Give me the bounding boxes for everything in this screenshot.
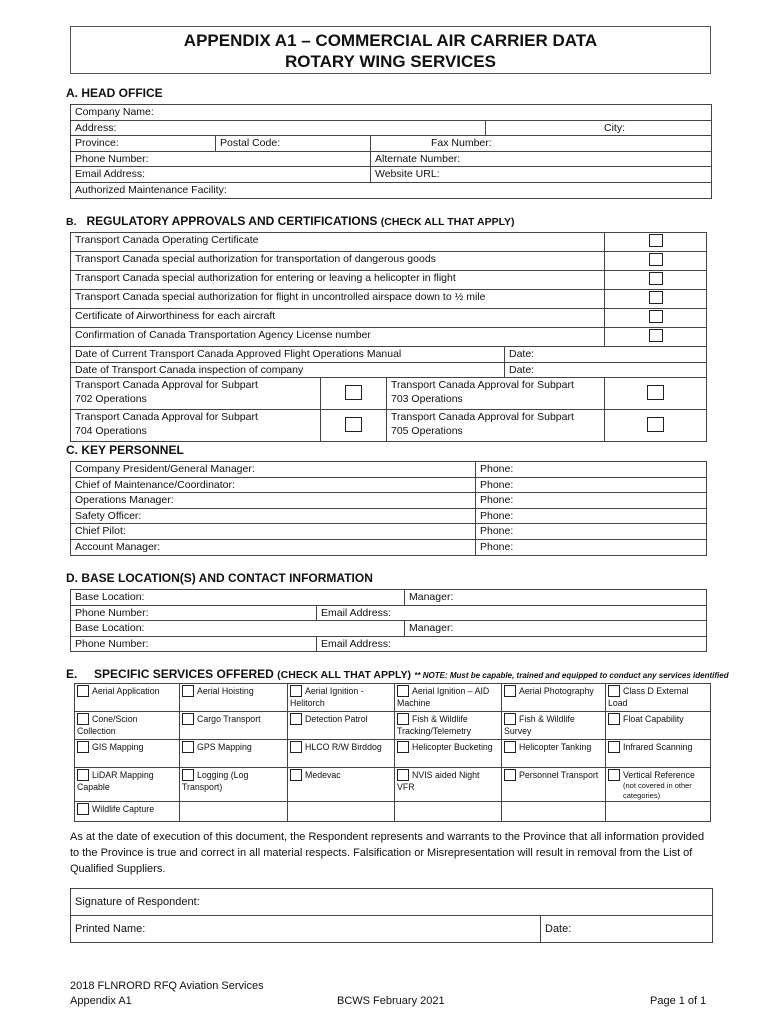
service-label: Cone/Scion Collection xyxy=(77,714,138,736)
address-field[interactable]: Address: xyxy=(71,120,486,136)
service-cell xyxy=(606,712,711,740)
service-cell xyxy=(288,740,395,768)
section-b-letter: B. xyxy=(66,216,77,228)
manager-field[interactable]: Manager: xyxy=(405,590,707,606)
service-cell xyxy=(75,740,180,768)
footer-line-1: 2018 FLNRORD RFQ Aviation Services xyxy=(70,980,264,992)
service-row xyxy=(75,684,711,712)
service-row xyxy=(75,768,711,802)
fax-number-field[interactable]: Fax Number: xyxy=(371,136,712,152)
service-cell xyxy=(395,802,502,822)
service-checkbox[interactable] xyxy=(290,713,302,725)
subpart-704-label: Transport Canada Approval for Subpart 704 Operations xyxy=(71,410,321,442)
footer-left xyxy=(70,979,264,1009)
service-checkbox[interactable] xyxy=(504,741,516,753)
service-cell xyxy=(502,768,606,802)
service-checkbox[interactable] xyxy=(608,713,620,725)
service-cell xyxy=(395,684,502,712)
service-label: Fish & Wildlife Survey xyxy=(504,714,575,736)
service-checkbox[interactable] xyxy=(290,769,302,781)
service-label: LiDAR Mapping Capable xyxy=(77,770,154,792)
service-label: Detection Patrol xyxy=(305,714,368,724)
approval-checkbox[interactable] xyxy=(649,253,663,266)
service-label: GPS Mapping xyxy=(197,742,252,752)
service-cell xyxy=(180,802,288,822)
personnel-role[interactable]: Operations Manager: xyxy=(71,493,476,509)
section-e-heading xyxy=(66,667,729,681)
subpart-705-checkbox[interactable] xyxy=(647,417,664,432)
service-label: Infrared Scanning xyxy=(623,742,693,752)
service-label: Aerial Application xyxy=(92,686,160,696)
approval-item: Transport Canada Operating Certificate xyxy=(71,233,605,252)
service-label: Personnel Transport xyxy=(519,770,599,780)
service-cell xyxy=(606,684,711,712)
service-checkbox[interactable] xyxy=(397,685,409,697)
service-label: Aerial Hoisting xyxy=(197,686,254,696)
service-checkbox[interactable] xyxy=(77,713,89,725)
approval-item: Transport Canada special authorization for entering or leaving a helicopter in flight xyxy=(71,271,605,290)
service-cell xyxy=(502,684,606,712)
service-checkbox[interactable] xyxy=(608,769,620,781)
service-cell xyxy=(75,768,180,802)
section-e-letter: E. xyxy=(66,667,78,681)
service-checkbox[interactable] xyxy=(77,769,89,781)
service-checkbox[interactable] xyxy=(290,741,302,753)
section-b-heading xyxy=(66,214,515,228)
signature-table xyxy=(70,888,713,943)
approval-checkbox[interactable] xyxy=(649,310,663,323)
personnel-role[interactable]: Chief of Maintenance/Coordinator: xyxy=(71,477,476,493)
approval-item: Transport Canada special authorization for flight in uncontrolled airspace down to ½ mile xyxy=(71,290,605,309)
inspection-date-field[interactable]: Date: xyxy=(505,362,707,378)
service-label: Aerial Ignition – AID Machine xyxy=(397,686,490,708)
section-d-heading: D. BASE LOCATION(S) AND CONTACT INFORMATION xyxy=(66,571,373,585)
service-checkbox[interactable] xyxy=(397,769,409,781)
personnel-role[interactable]: Company President/General Manager: xyxy=(71,462,476,478)
subpart-703-label: Transport Canada Approval for Subpart 703 Operations xyxy=(387,378,605,410)
footer-line-2: Appendix A1 xyxy=(70,995,132,1007)
flight-manual-date-field[interactable]: Date: xyxy=(505,347,707,363)
service-cell xyxy=(288,684,395,712)
service-label: Fish & Wildlife Tracking/Telemetry xyxy=(397,714,471,736)
key-personnel-table xyxy=(70,461,707,556)
personnel-phone[interactable]: Phone: xyxy=(476,539,707,555)
approval-checkbox[interactable] xyxy=(649,272,663,285)
service-cell xyxy=(395,768,502,802)
service-label: HLCO R/W Birddog xyxy=(305,742,382,752)
service-cell xyxy=(180,684,288,712)
service-label: NVIS aided Night VFR xyxy=(397,770,480,792)
service-cell xyxy=(395,712,502,740)
city-field[interactable]: City: xyxy=(486,120,712,136)
service-checkbox[interactable] xyxy=(182,741,194,753)
footer-center: BCWS February 2021 xyxy=(337,995,445,1007)
service-row xyxy=(75,740,711,768)
service-cell xyxy=(288,712,395,740)
company-name-field[interactable]: Company Name: xyxy=(71,105,712,121)
service-label: Helicopter Tanking xyxy=(519,742,592,752)
service-label: Aerial Ignition - Helitorch xyxy=(290,686,364,708)
inspection-date-label: Date of Transport Canada inspection of company xyxy=(71,362,505,378)
service-cell xyxy=(606,802,711,822)
service-checkbox[interactable] xyxy=(77,685,89,697)
service-cell xyxy=(75,684,180,712)
approvals-table xyxy=(70,232,707,442)
service-checkbox[interactable] xyxy=(504,685,516,697)
personnel-role[interactable]: Chief Pilot: xyxy=(71,524,476,540)
service-cell xyxy=(75,712,180,740)
base-location-table xyxy=(70,589,707,652)
subpart-705-label: Transport Canada Approval for Subpart 705 Operations xyxy=(387,410,605,442)
phone-number-field[interactable]: Phone Number: xyxy=(71,151,371,167)
service-cell xyxy=(502,712,606,740)
head-office-table xyxy=(70,104,712,199)
subpart-704-checkbox[interactable] xyxy=(345,417,362,432)
service-checkbox[interactable] xyxy=(504,713,516,725)
manager-field[interactable]: Manager: xyxy=(405,621,707,637)
service-cell xyxy=(288,802,395,822)
service-cell xyxy=(180,768,288,802)
service-cell xyxy=(288,768,395,802)
signature-date-field[interactable]: Date: xyxy=(541,916,713,943)
service-checkbox[interactable] xyxy=(397,741,409,753)
service-checkbox[interactable] xyxy=(182,713,194,725)
service-cell xyxy=(180,740,288,768)
base-location-field[interactable]: Base Location: xyxy=(71,590,405,606)
service-checkbox[interactable] xyxy=(608,741,620,753)
vertical-reference-note: (not covered in other categories) xyxy=(623,781,692,800)
service-checkbox[interactable] xyxy=(504,769,516,781)
section-e-title: SPECIFIC SERVICES OFFERED xyxy=(94,667,274,681)
service-label: Helicopter Bucketing xyxy=(412,742,493,752)
printed-name-field[interactable]: Printed Name: xyxy=(71,916,541,943)
email-address-field[interactable]: Email Address: xyxy=(317,636,707,652)
province-field[interactable]: Province: xyxy=(71,136,216,152)
service-label: Class D External Load xyxy=(608,686,689,708)
personnel-phone[interactable]: Phone: xyxy=(476,493,707,509)
email-address-field[interactable]: Email Address: xyxy=(317,605,707,621)
subpart-702-checkbox[interactable] xyxy=(345,385,362,400)
service-label: Vertical Reference xyxy=(623,770,695,780)
title-line-2: ROTARY WING SERVICES xyxy=(285,52,496,71)
email-address-field[interactable]: Email Address: xyxy=(71,167,371,183)
service-label: Aerial Photography xyxy=(519,686,594,696)
service-label: Cargo Transport xyxy=(197,714,261,724)
postal-code-field[interactable]: Postal Code: xyxy=(216,136,371,152)
website-url-field[interactable]: Website URL: xyxy=(371,167,712,183)
personnel-role[interactable]: Safety Officer: xyxy=(71,508,476,524)
declaration-text: As at the date of execution of this document, the Respondent represents and warrants to the Province that all information provided to the Province is true and correct in all material respects. Falsification or Misrepresentation will result in removal from the List of Qualified Suppliers. xyxy=(70,831,705,875)
phone-number-field[interactable]: Phone Number: xyxy=(71,636,317,652)
personnel-phone[interactable]: Phone: xyxy=(476,462,707,478)
personnel-phone[interactable]: Phone: xyxy=(476,477,707,493)
section-e-subtitle: (CHECK ALL THAT APPLY) xyxy=(277,669,411,681)
service-checkbox[interactable] xyxy=(77,803,89,815)
service-checkbox[interactable] xyxy=(397,713,409,725)
service-cell xyxy=(606,740,711,768)
service-cell xyxy=(75,802,180,822)
service-row xyxy=(75,802,711,822)
signature-field[interactable]: Signature of Respondent: xyxy=(71,889,713,916)
phone-number-field[interactable]: Phone Number: xyxy=(71,605,317,621)
approval-checkbox[interactable] xyxy=(649,234,663,247)
service-label: Medevac xyxy=(305,770,341,780)
page-title xyxy=(70,26,711,74)
service-cell xyxy=(502,802,606,822)
approval-checkbox[interactable] xyxy=(649,291,663,304)
service-checkbox[interactable] xyxy=(77,741,89,753)
alternate-number-field[interactable]: Alternate Number: xyxy=(371,151,712,167)
personnel-phone[interactable]: Phone: xyxy=(476,508,707,524)
maintenance-facility-field[interactable]: Authorized Maintenance Facility: xyxy=(71,182,712,198)
personnel-role[interactable]: Account Manager: xyxy=(71,539,476,555)
flight-manual-date-label: Date of Current Transport Canada Approved Flight Operations Manual xyxy=(71,347,505,363)
service-checkbox[interactable] xyxy=(608,685,620,697)
service-checkbox[interactable] xyxy=(290,685,302,697)
service-label: Logging (Log Transport) xyxy=(182,770,249,792)
approval-item: Transport Canada special authorization for transportation of dangerous goods xyxy=(71,252,605,271)
section-b-title: REGULATORY APPROVALS AND CERTIFICATIONS xyxy=(86,214,378,228)
section-e-note: ** NOTE: Must be capable, trained and equipped to conduct any services identified xyxy=(414,671,729,680)
base-location-field[interactable]: Base Location: xyxy=(71,621,405,637)
service-cell xyxy=(395,740,502,768)
subpart-703-checkbox[interactable] xyxy=(647,385,664,400)
service-label: GIS Mapping xyxy=(92,742,144,752)
service-cell xyxy=(180,712,288,740)
service-label: Float Capability xyxy=(623,714,684,724)
personnel-phone[interactable]: Phone: xyxy=(476,524,707,540)
service-label: Wildlife Capture xyxy=(92,804,155,814)
section-c-heading: C. KEY PERSONNEL xyxy=(66,443,184,457)
section-b-subtitle: (CHECK ALL THAT APPLY) xyxy=(380,216,515,228)
service-checkbox[interactable] xyxy=(182,685,194,697)
approval-item: Confirmation of Canada Transportation Agency License number xyxy=(71,328,605,347)
service-cell xyxy=(606,768,711,802)
approval-item: Certificate of Airworthiness for each aircraft xyxy=(71,309,605,328)
service-cell xyxy=(502,740,606,768)
approval-checkbox[interactable] xyxy=(649,329,663,342)
subpart-702-label: Transport Canada Approval for Subpart 702 Operations xyxy=(71,378,321,410)
footer-page-number: Page 1 of 1 xyxy=(650,995,707,1007)
title-line-1: APPENDIX A1 – COMMERCIAL AIR CARRIER DATA xyxy=(183,31,598,50)
service-row xyxy=(75,712,711,740)
services-table xyxy=(74,683,711,822)
section-a-heading: A. HEAD OFFICE xyxy=(66,86,163,100)
service-checkbox[interactable] xyxy=(182,769,194,781)
